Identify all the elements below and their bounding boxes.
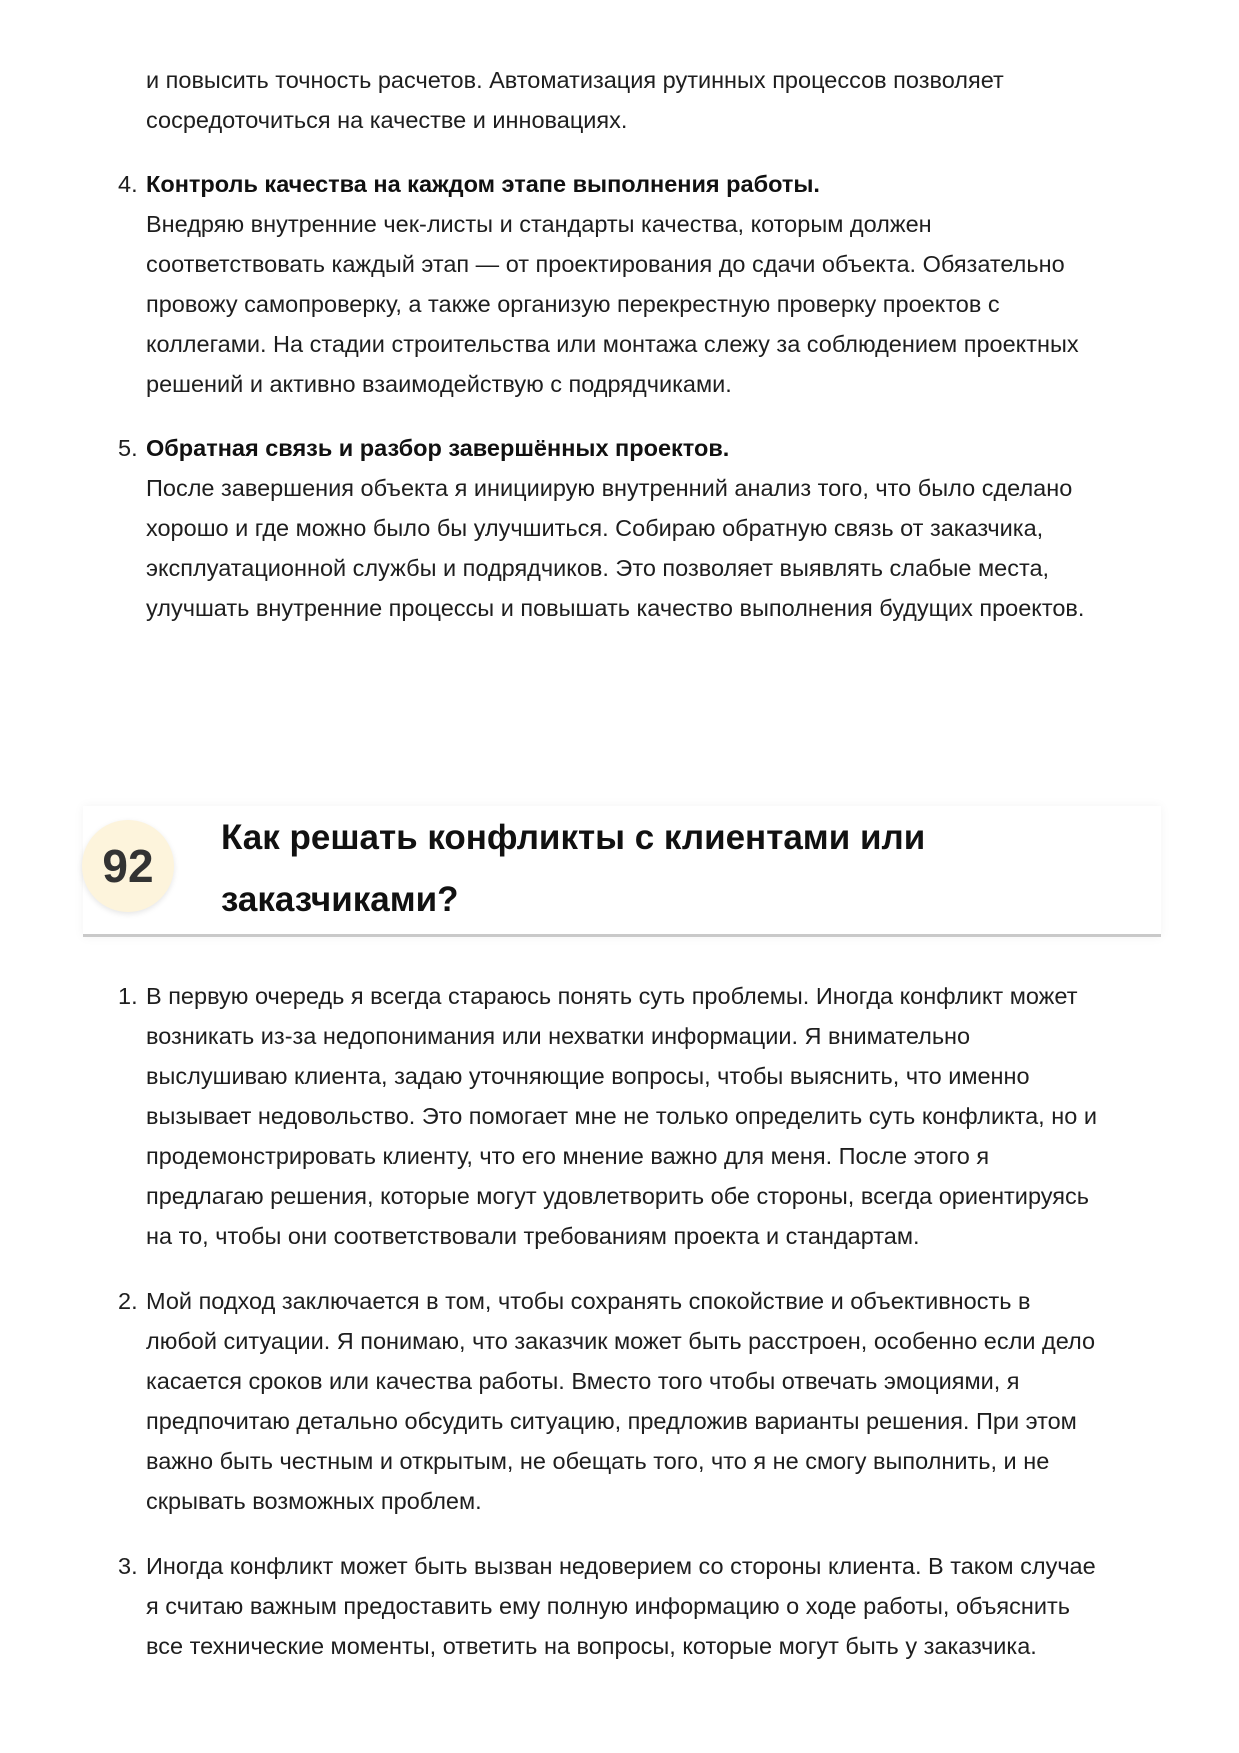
- text-line: продемонстрировать клиенту, что его мнение важно для меня. После этого я: [146, 1143, 990, 1169]
- list-item-number: 3.: [118, 1553, 138, 1579]
- text-line: коллегами. На стадии строительства или монтажа слежу за соблюдением проектных: [146, 331, 1079, 357]
- list-item-number: 4.: [118, 171, 138, 197]
- text-line: предпочитаю детально обсудить ситуацию, предложив варианты решения. При этом: [146, 1408, 1077, 1434]
- text-line: Внедряю внутренние чек-листы и стандарты качества, которым должен: [146, 211, 932, 237]
- list-item: [146, 976, 1156, 1256]
- text-line: на то, чтобы они соответствовали требованиям проекта и стандартам.: [146, 1223, 920, 1249]
- intro-paragraph: [146, 60, 1156, 140]
- list-item-number: 2.: [118, 1288, 138, 1314]
- question-number-badge: 92: [82, 820, 174, 912]
- text-line: Иногда конфликт может быть вызван недоверием со стороны клиента. В таком случае: [146, 1553, 1096, 1579]
- text-line: соответствовать каждый этап — от проектирования до сдачи объекта. Обязательно: [146, 251, 1065, 277]
- text-line: важно быть честным и открытым, не обещать того, что я не смогу выполнить, и не: [146, 1448, 1050, 1474]
- text-line: хорошо и где можно было бы улучшиться. Собираю обратную связь от заказчика,: [146, 515, 1044, 541]
- list-item: [146, 428, 1156, 628]
- text-line: скрывать возможных проблем.: [146, 1488, 482, 1514]
- text-line: все технические моменты, ответить на вопросы, которые могут быть у заказчика.: [146, 1633, 1037, 1659]
- list-item: [146, 1546, 1156, 1666]
- text-line: эксплуатационной службы и подрядчиков. Это позволяет выявлять слабые места,: [146, 555, 1050, 581]
- text-line: После завершения объекта я инициирую внутренний анализ того, что было сделано: [146, 475, 1073, 501]
- question-title: [221, 807, 1121, 931]
- list-item-title: Контроль качества на каждом этапе выполнения работы.: [146, 171, 820, 197]
- question-title-line: Как решать конфликты с клиентами или: [221, 818, 926, 857]
- text-line: любой ситуации. Я понимаю, что заказчик может быть расстроен, особенно если дело: [146, 1328, 1096, 1354]
- text-line: провожу самопроверку, а также организую перекрестную проверку проектов с: [146, 291, 1000, 317]
- list-item: [146, 164, 1156, 404]
- text-line: я считаю важным предоставить ему полную информацию о ходе работы, объяснить: [146, 1593, 1071, 1619]
- list-item-title: Обратная связь и разбор завершённых проектов.: [146, 435, 730, 461]
- text-line: вызывает недовольство. Это помогает мне не только определить суть конфликта, но и: [146, 1103, 1097, 1129]
- list-item-number: 5.: [118, 435, 138, 461]
- text-line: улучшать внутренние процессы и повышать качество выполнения будущих проектов.: [146, 595, 1085, 621]
- question-title-line: заказчиками?: [221, 880, 459, 919]
- text-line: Мой подход заключается в том, чтобы сохранять спокойствие и объективность в: [146, 1288, 1031, 1314]
- list-item-number: 1.: [118, 983, 138, 1009]
- text-line: касается сроков или качества работы. Вместо того чтобы отвечать эмоциями, я: [146, 1368, 1020, 1394]
- text-line: решений и активно взаимодействую с подрядчиками.: [146, 371, 732, 397]
- text-line: выслушиваю клиента, задаю уточняющие вопросы, чтобы выяснить, что именно: [146, 1063, 1030, 1089]
- list-item: [146, 1281, 1156, 1521]
- text-line: возникать из-за недопонимания или нехватки информации. Я внимательно: [146, 1023, 971, 1049]
- text-line: и повысить точность расчетов. Автоматизация рутинных процессов позволяет: [146, 67, 1004, 93]
- text-line: В первую очередь я всегда стараюсь понять суть проблемы. Иногда конфликт может: [146, 983, 1078, 1009]
- text-line: сосредоточиться на качестве и инновациях.: [146, 107, 628, 133]
- text-line: предлагаю решения, которые могут удовлетворить обе стороны, всегда ориентируясь: [146, 1183, 1089, 1209]
